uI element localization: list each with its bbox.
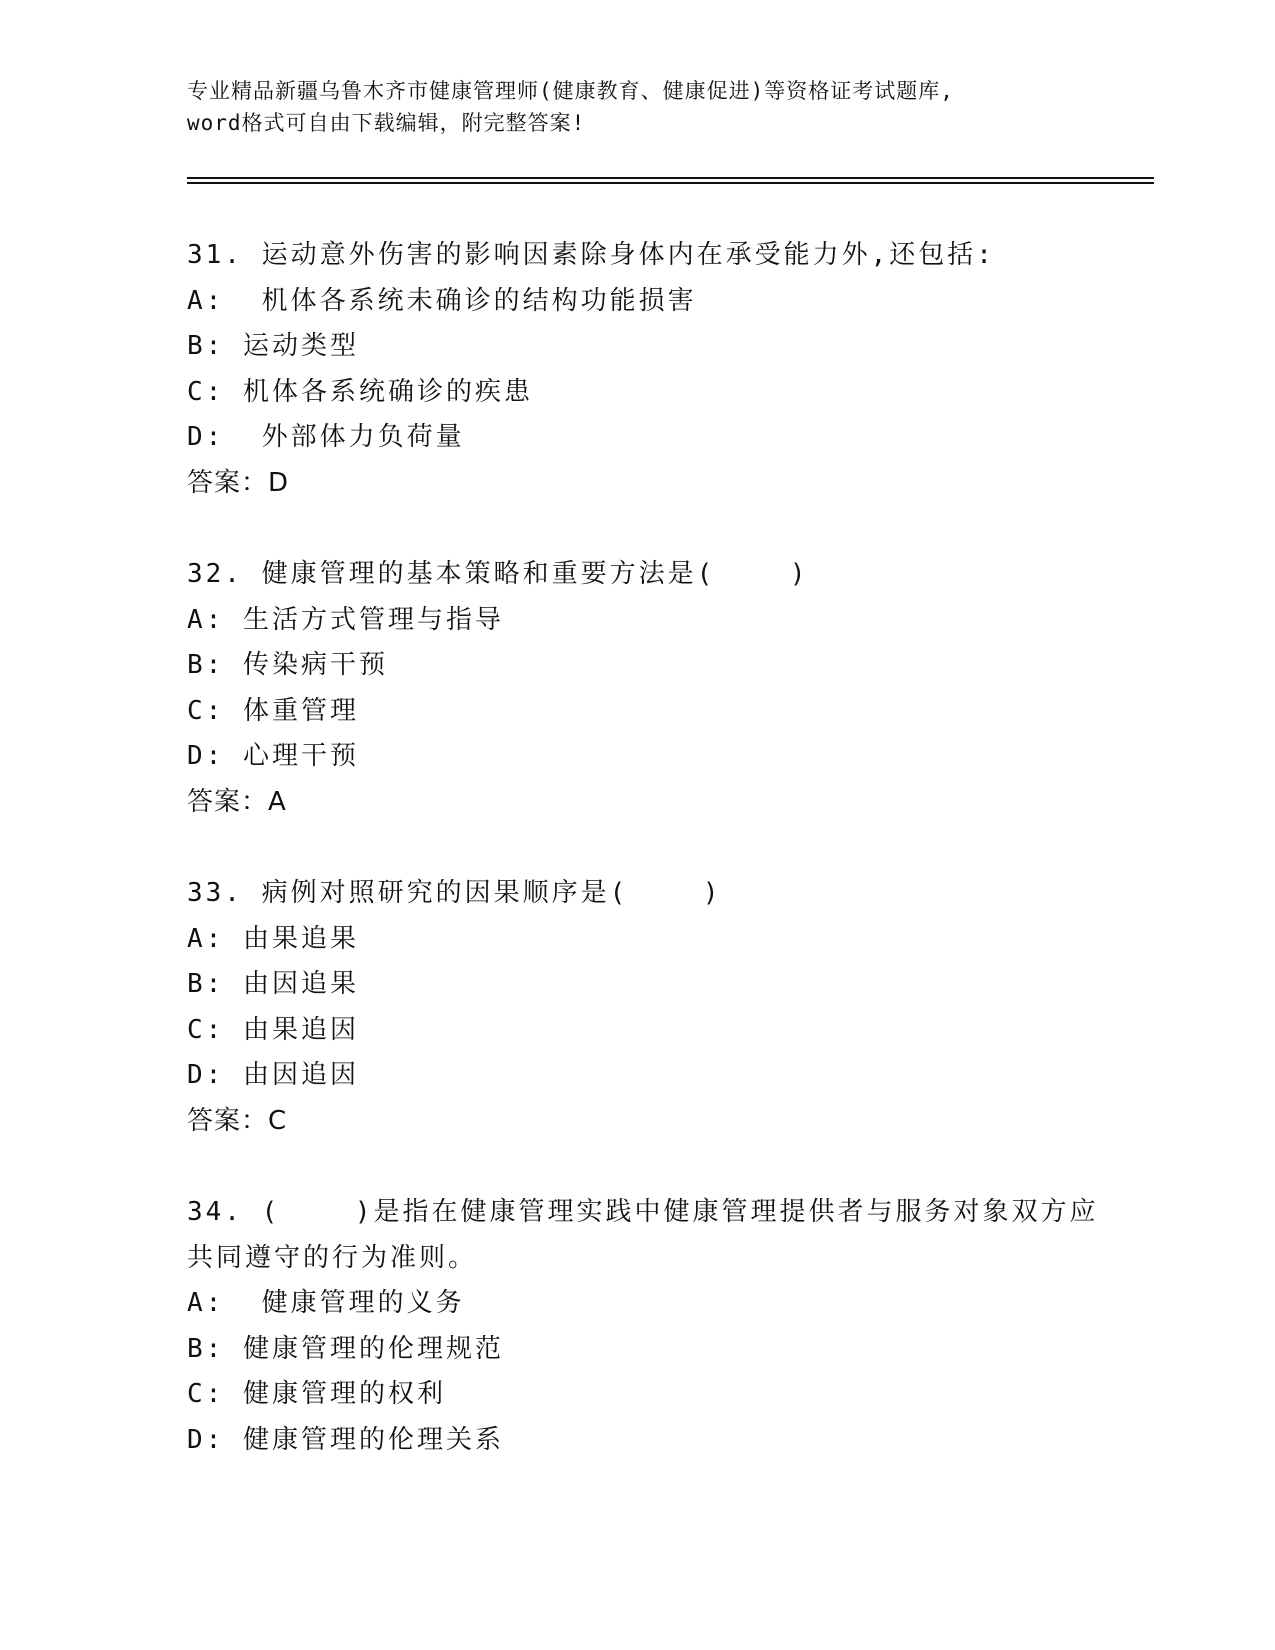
option-d: D: 由因追因 [187,1060,359,1090]
option-a: A: 由果追果 [187,923,359,954]
option-d: D: 外部体力负荷量 [187,422,465,452]
header-divider-bottom [187,182,1154,184]
option-c: C: 由果追因 [187,1014,359,1045]
header-divider-top [187,177,1154,179]
option-a: A: 生活方式管理与指导 [187,604,504,635]
question-32 [187,552,1087,825]
answer: 答案：D [187,467,290,498]
question-33 [187,871,1087,1144]
document-header [187,75,1107,139]
question-34 [187,1190,1099,1463]
question-stem: 32. 健康管理的基本策略和重要方法是( ) [187,559,809,589]
question-stem: 34. ( )是指在健康管理实践中健康管理提供者与服务对象双方应 [187,1197,1099,1227]
option-a: A: 健康管理的义务 [187,1288,465,1318]
question-stem-continued: 共同遵守的行为准则。 [187,1242,478,1273]
option-b: B: 健康管理的伦理规范 [187,1333,504,1364]
answer: 答案：C [187,1105,288,1136]
option-d: D: 健康管理的伦理关系 [187,1424,504,1455]
question-31 [187,233,1087,506]
header-line-2: word格式可自由下载编辑，附完整答案! [187,111,586,135]
question-stem: 33. 病例对照研究的因果顺序是( ) [187,878,722,908]
option-b: B: 传染病干预 [187,650,388,680]
answer: 答案：A [187,786,287,817]
option-c: C: 健康管理的权利 [187,1379,446,1409]
header-line-1: 专业精品新疆乌鲁木齐市健康管理师(健康教育、健康促进)等资格证考试题库, [187,79,954,103]
option-b: B: 由因追果 [187,969,359,999]
option-c: C: 体重管理 [187,695,359,726]
option-c: C: 机体各系统确诊的疾患 [187,376,533,407]
option-d: D: 心理干预 [187,741,359,771]
option-b: B: 运动类型 [187,331,359,361]
option-a: A: 机体各系统未确诊的结构功能损害 [187,285,697,316]
question-stem: 31. 运动意外伤害的影响因素除身体内在承受能力外,还包括: [187,240,995,270]
